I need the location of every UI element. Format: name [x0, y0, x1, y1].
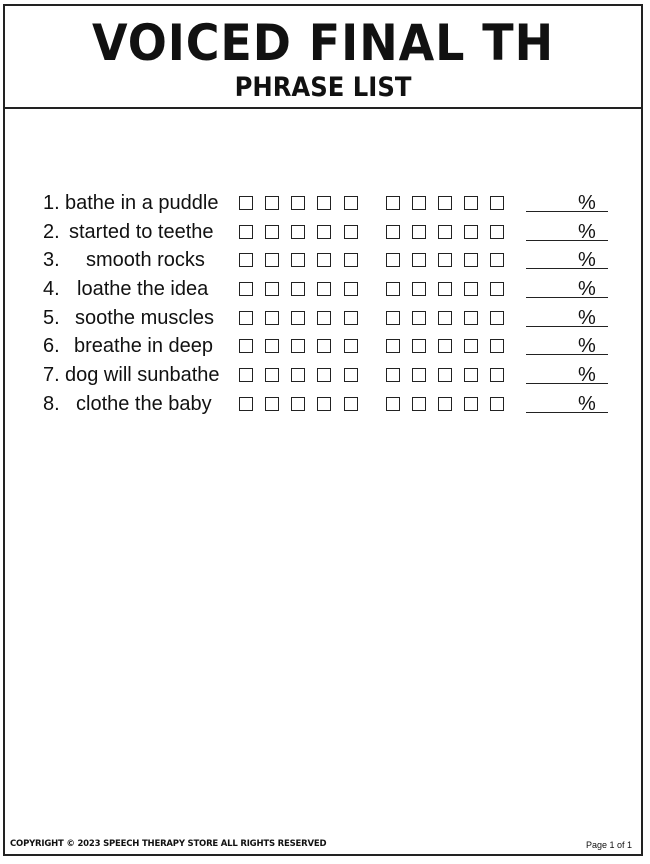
trial-checkbox[interactable] [490, 311, 504, 325]
trial-checkbox[interactable] [239, 282, 253, 296]
trial-checkbox[interactable] [239, 225, 253, 239]
trial-checkbox[interactable] [386, 282, 400, 296]
trial-checkbox[interactable] [464, 397, 478, 411]
trial-checkbox[interactable] [464, 311, 478, 325]
trial-checkbox[interactable] [386, 253, 400, 267]
trial-checkbox[interactable] [438, 397, 452, 411]
trial-checkbox[interactable] [317, 368, 331, 382]
trial-checkbox[interactable] [490, 339, 504, 353]
trial-checkbox[interactable] [412, 196, 426, 210]
percent-sign: % [578, 249, 596, 272]
percent-sign: % [578, 392, 596, 415]
percent-sign: % [578, 278, 596, 301]
copyright-notice: COPYRIGHT © 2023 SPEECH THERAPY STORE ALL RIGHTS RESERVED [10, 839, 327, 849]
phrase-row [43, 218, 613, 247]
trial-checkbox[interactable] [265, 368, 279, 382]
trial-checkbox[interactable] [344, 196, 358, 210]
trial-checkbox[interactable] [265, 225, 279, 239]
trial-checkbox[interactable] [438, 196, 452, 210]
trial-checkbox[interactable] [438, 339, 452, 353]
page-number: Page 1 of 1 [585, 840, 632, 850]
trial-checkbox[interactable] [464, 253, 478, 267]
phrase-text: dog will sunbathe [65, 364, 220, 387]
trial-checkbox[interactable] [490, 282, 504, 296]
trial-checkbox[interactable] [438, 368, 452, 382]
trial-checkbox[interactable] [438, 282, 452, 296]
phrase-number: 5. [43, 306, 60, 329]
trial-checkbox[interactable] [344, 282, 358, 296]
trial-checkbox[interactable] [239, 311, 253, 325]
trial-checkbox[interactable] [239, 253, 253, 267]
trial-checkbox[interactable] [344, 311, 358, 325]
phrase-row [43, 361, 613, 390]
trial-checkbox[interactable] [291, 368, 305, 382]
trial-checkbox[interactable] [317, 397, 331, 411]
trial-checkbox[interactable] [490, 368, 504, 382]
trial-checkbox[interactable] [438, 225, 452, 239]
trial-checkbox[interactable] [239, 196, 253, 210]
trial-checkbox[interactable] [386, 397, 400, 411]
phrase-row [43, 275, 613, 304]
trial-checkbox[interactable] [438, 253, 452, 267]
worksheet-page [3, 4, 643, 856]
trial-checkbox[interactable] [412, 282, 426, 296]
trial-checkbox[interactable] [265, 196, 279, 210]
phrase-number: 4. [43, 278, 60, 301]
phrase-number: 7. [43, 364, 60, 387]
trial-checkbox[interactable] [386, 196, 400, 210]
trial-checkbox[interactable] [317, 196, 331, 210]
trial-checkbox[interactable] [344, 253, 358, 267]
trial-checkbox[interactable] [464, 339, 478, 353]
trial-checkbox[interactable] [412, 253, 426, 267]
trial-checkbox[interactable] [265, 397, 279, 411]
phrase-row [43, 332, 613, 361]
trial-checkbox[interactable] [412, 397, 426, 411]
page-title: VOICED FINAL TH [91, 14, 555, 72]
trial-checkbox[interactable] [344, 339, 358, 353]
phrase-text: clothe the baby [76, 392, 212, 415]
trial-checkbox[interactable] [490, 253, 504, 267]
phrase-text: started to teethe [69, 220, 214, 243]
phrase-number: 8. [43, 392, 60, 415]
trial-checkbox[interactable] [317, 225, 331, 239]
trial-checkbox[interactable] [464, 282, 478, 296]
trial-checkbox[interactable] [412, 339, 426, 353]
trial-checkbox[interactable] [412, 311, 426, 325]
trial-checkbox[interactable] [412, 368, 426, 382]
worksheet-header [5, 6, 641, 109]
trial-checkbox[interactable] [291, 311, 305, 325]
trial-checkbox[interactable] [464, 368, 478, 382]
phrase-number: 3. [43, 249, 60, 272]
trial-checkbox[interactable] [344, 368, 358, 382]
trial-checkbox[interactable] [386, 225, 400, 239]
phrase-text: bathe in a puddle [65, 192, 219, 214]
phrase-text: smooth rocks [86, 249, 205, 272]
trial-checkbox[interactable] [490, 397, 504, 411]
trial-checkbox[interactable] [344, 225, 358, 239]
trial-checkbox[interactable] [317, 253, 331, 267]
phrase-number: 1. [43, 192, 60, 214]
phrase-text: soothe muscles [75, 306, 214, 329]
phrase-text: breathe in deep [74, 335, 214, 358]
trial-checkbox[interactable] [265, 282, 279, 296]
phrase-text: loathe the idea [77, 278, 209, 301]
trial-checkbox[interactable] [291, 225, 305, 239]
trial-checkbox[interactable] [265, 311, 279, 325]
trial-checkbox[interactable] [239, 339, 253, 353]
phrase-row [43, 304, 613, 333]
trial-checkbox[interactable] [386, 339, 400, 353]
trial-checkbox[interactable] [317, 339, 331, 353]
phrase-list [43, 189, 613, 419]
trial-checkbox[interactable] [464, 196, 478, 210]
trial-checkbox[interactable] [438, 311, 452, 325]
trial-checkbox[interactable] [265, 339, 279, 353]
trial-checkbox[interactable] [412, 225, 426, 239]
percent-sign: % [578, 364, 596, 387]
phrase-row [43, 189, 613, 218]
phrase-row [43, 246, 613, 275]
trial-checkbox[interactable] [291, 282, 305, 296]
trial-checkbox[interactable] [386, 311, 400, 325]
percent-sign: % [578, 192, 596, 214]
page-subtitle: PHRASE LIST [234, 72, 412, 103]
trial-checkbox[interactable] [344, 397, 358, 411]
trial-checkbox[interactable] [490, 225, 504, 239]
trial-checkbox[interactable] [464, 225, 478, 239]
trial-checkbox[interactable] [386, 368, 400, 382]
percent-sign: % [578, 220, 596, 243]
percent-sign: % [578, 306, 596, 329]
phrase-row [43, 390, 613, 419]
phrase-number: 2. [43, 220, 60, 243]
percent-sign: % [578, 335, 596, 358]
trial-checkbox[interactable] [317, 311, 331, 325]
trial-checkbox[interactable] [291, 397, 305, 411]
trial-checkbox[interactable] [291, 196, 305, 210]
trial-checkbox[interactable] [490, 196, 504, 210]
trial-checkbox[interactable] [239, 368, 253, 382]
trial-checkbox[interactable] [291, 253, 305, 267]
trial-checkbox[interactable] [239, 397, 253, 411]
trial-checkbox[interactable] [317, 282, 331, 296]
trial-checkbox[interactable] [265, 253, 279, 267]
phrase-number: 6. [43, 335, 60, 358]
trial-checkbox[interactable] [291, 339, 305, 353]
